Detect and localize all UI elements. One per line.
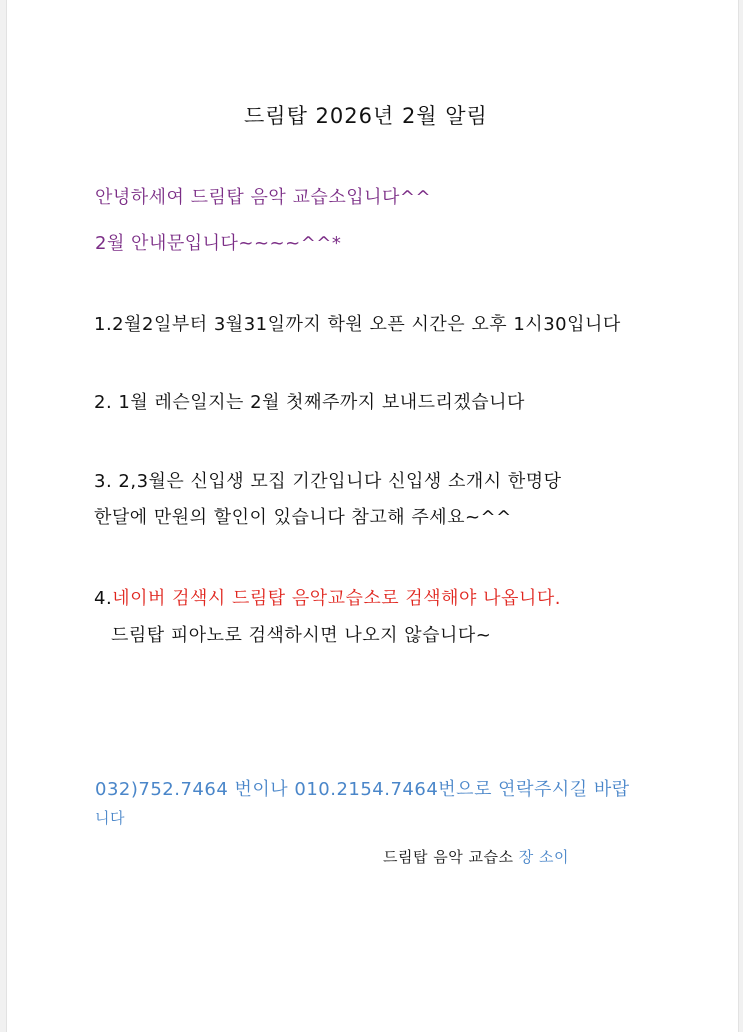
notice-item-4-text: 네이버 검색시 드림탑 음악교습소로 검색해야 나옵니다. [112, 588, 561, 609]
signature-school: 드림탑 음악 교습소 [383, 848, 514, 866]
greeting-line-1: 안녕하세여 드림탑 음악 교습소입니다^^ [95, 187, 432, 208]
greeting-line-2: 2월 안내문입니다~~~~^^* [95, 233, 342, 254]
signature-name: 장 소이 [518, 848, 569, 866]
notice-item-3-line-1: 3. 2,3월은 신입생 모집 기간입니다 신입생 소개시 한명당 [94, 471, 562, 492]
document-page [6, 0, 739, 1032]
notice-item-4-line-2: 드림탑 피아노로 검색하시면 나오지 않습니다~ [111, 625, 492, 646]
notice-item-4-line-1 [94, 587, 561, 611]
contact-line-1: 032)752.7464 번이나 010.2154.7464번으로 연락주시길 바랍 [95, 779, 630, 800]
notice-item-2: 2. 1월 레슨일지는 2월 첫째주까지 보내드리겠습니다 [94, 392, 525, 413]
notice-item-1: 1.2월2일부터 3월31일까지 학원 오픈 시간은 오후 1시30입니다 [94, 314, 621, 335]
document-title: 드림탑 2026년 2월 알림 [244, 104, 488, 128]
notice-item-3-line-2: 한달에 만원의 할인이 있습니다 참고해 주세요~^^ [94, 507, 512, 528]
notice-item-4-number: 4. [94, 588, 113, 609]
signature [383, 845, 569, 869]
contact-line-2: 니다 [95, 809, 125, 827]
